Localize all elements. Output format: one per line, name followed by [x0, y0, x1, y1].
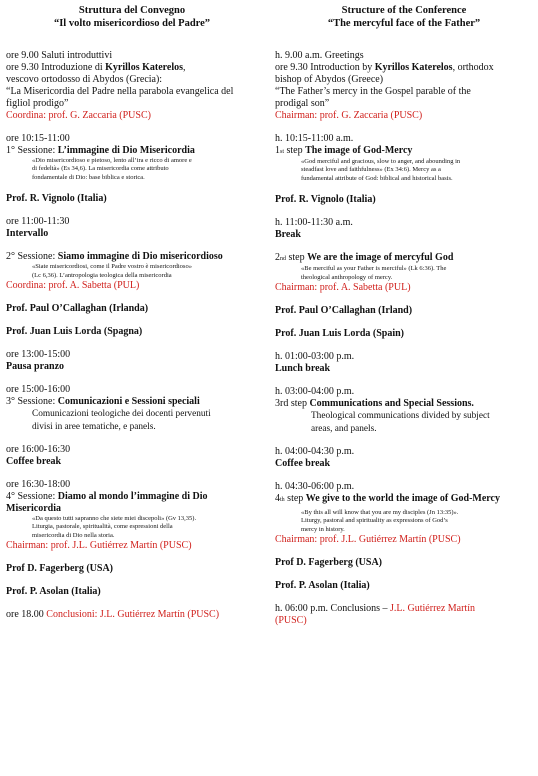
talk-title-cont: figliol prodigo”	[6, 98, 69, 109]
session-description: «Dio misericordioso e pietoso, lento all’ira e ricco di amore e di fedeltà» (Es 34,6). La misericordia come attributo fondamentale di Dio: base biblica e storica.	[32, 157, 192, 181]
chair-line: Coordina: prof. A. Sabetta (PUL)	[6, 280, 140, 292]
session-description: «Da questo tutti sapranno che siete miei discepoli» (Gv 13,35). Liturgia, pastorale, spiritualità, come espressioni della misericordia di Dio nella storia.	[32, 515, 197, 539]
break-label: Break	[275, 229, 301, 241]
lunch-time: ore 13:00-15:00	[6, 349, 71, 361]
session-description: «Be merciful as your Father is merciful» (Lk 6:36). The theological anthropology of mercy.	[301, 265, 447, 281]
coffee-time: h. 04:00-04:30 p.m.	[275, 446, 355, 458]
session-2-block	[6, 251, 258, 292]
speaker-role: vescovo ortodosso di Abydos (Grecia):	[6, 74, 163, 85]
opening-block	[275, 50, 533, 122]
session-title: 1° Sessione: L’immagine di Dio Misericordia	[6, 145, 195, 156]
talk-title-cont: prodigal son”	[275, 98, 330, 109]
speaker-lorda: Prof. Juan Luis Lorda (Spain)	[275, 328, 405, 340]
chair-line: Chairman: prof. A. Sabetta (PUL)	[275, 282, 411, 294]
coffee-label: Coffee break	[6, 456, 62, 468]
session-time: h. 04:30-06:00 p.m.	[275, 481, 355, 493]
session-4-block	[6, 479, 258, 552]
session-description: «Siate misericordiosi, come il Padre vostro è misericordioso» (Lc 6,36). L’antropologia teologica della misericordia	[32, 263, 192, 279]
session-3-block	[275, 386, 533, 435]
speaker-fagerberg: Prof D. Fagerberg (USA)	[6, 563, 114, 575]
talk-title: “La Misericordia del Padre nella parabola evangelica del	[6, 86, 234, 97]
speaker-ocallaghan: Prof. Paul O’Callaghan (Irland)	[275, 305, 413, 317]
session-description: Comunicazioni teologiche dei docenti pervenuti divisi in aree tematiche, e panels.	[32, 409, 211, 432]
session-2-block	[275, 252, 533, 294]
session-title: 3° Sessione: Comunicazioni e Sessioni speciali	[6, 396, 200, 408]
italian-heading: Struttura del Convegno	[78, 5, 186, 16]
closing-line-cont: (PUSC)	[275, 615, 307, 627]
speaker-ocallaghan: Prof. Paul O’Callaghan (Irlanda)	[6, 303, 149, 315]
lunch-label: Pausa pranzo	[6, 361, 65, 373]
session-1-block	[6, 133, 258, 182]
session-title: 2nd step We are the image of mercyful God	[275, 252, 454, 264]
session-title: 4° Sessione: Diamo al mondo l’immagine di Dio	[6, 491, 208, 503]
chair-line: Chairman: prof. G. Zaccaria (PUSC)	[275, 110, 423, 121]
coffee-time: ore 16:00-16:30	[6, 444, 71, 456]
lunch-block	[6, 349, 258, 373]
session-time: ore 10:15-11:00	[6, 133, 70, 144]
italian-conference-title: “Il volto misericordioso del Padre”	[53, 18, 211, 29]
speaker-name: Kyrillos Katerelos	[105, 62, 183, 73]
greetings-line: ore 9.00 Saluti introduttivi	[6, 50, 113, 61]
english-program-column	[275, 0, 533, 627]
closing-line: h. 06:00 p.m. Conclusions – J.L. Gutiérrez Martín	[275, 603, 475, 615]
opening-block	[6, 50, 258, 122]
closing-line: ore 18.00 Conclusioni: J.L. Gutiérrez Martín (PUSC)	[6, 609, 220, 621]
speaker-role: bishop of Abydos (Greece)	[275, 74, 384, 85]
speaker-vignolo: Prof. R. Vignolo (Italia)	[275, 194, 376, 206]
speaker-asolan: Prof. P. Asolan (Italia)	[275, 580, 370, 592]
lunch-block	[275, 351, 533, 375]
lunch-time: h. 01:00-03:00 p.m.	[275, 351, 355, 363]
talk-title: “The Father’s mercy in the Gospel parable of the	[275, 86, 471, 97]
session-time: h. 10:15-11:00 a.m.	[275, 133, 354, 144]
closing-block	[275, 603, 533, 627]
english-heading: Structure of the Conference	[341, 5, 467, 16]
chair-line: Chairman: prof. J.L. Gutiérrez Martín (PUSC)	[6, 540, 192, 552]
speaker-asolan: Prof. P. Asolan (Italia)	[6, 586, 101, 598]
session-time: ore 16:30-18:00	[6, 479, 71, 491]
session-description: «God merciful and gracious, slow to anger, and abounding in steadfast love and faithfulness» (Ex 34:6). Mercy as a fundamental attribute of God: biblical and historical basis.	[301, 158, 461, 182]
session-title: 4th step We give to the world the image of God-Mercy	[275, 493, 500, 505]
session-title: 2° Sessione: Siamo immagine di Dio misericordioso	[6, 251, 223, 263]
speaker-name: Kyrillos Katerelos	[374, 62, 453, 73]
break-time: h. 11:00-11:30 a.m.	[275, 217, 353, 229]
italian-program-column	[6, 0, 258, 621]
speaker-lorda: Prof. Juan Luis Lorda (Spagna)	[6, 326, 143, 338]
lunch-label: Lunch break	[275, 363, 331, 375]
session-title-cont: Misericordia	[6, 503, 61, 515]
speaker-fagerberg: Prof D. Fagerberg (USA)	[275, 557, 383, 569]
break-block	[6, 216, 258, 240]
speaker-vignolo: Prof. R. Vignolo (Italia)	[6, 193, 107, 205]
break-time: ore 11:00-11:30	[6, 216, 70, 228]
chair-line: Chairman: prof. J.L. Gutiérrez Martín (PUSC)	[275, 534, 461, 546]
session-title: 3rd step Communications and Special Sessions.	[275, 398, 474, 410]
session-3-block	[6, 384, 258, 433]
english-conference-title: “The mercyful face of the Father”	[327, 18, 481, 29]
session-time: h. 03:00-04:00 p.m.	[275, 386, 355, 398]
break-block	[275, 217, 533, 241]
session-description: «By this all will know that you are my disciples (Jn 13:35)». Liturgy, pastoral and spirituality as expressions of God’s mercy in history.	[301, 509, 459, 533]
break-label: Intervallo	[6, 228, 49, 240]
greetings-line: h. 9.00 a.m. Greetings	[275, 50, 364, 61]
introduction-line: ore 9.30 Introduction by Kyrillos Katerelos, orthodox	[275, 62, 494, 73]
coffee-block	[275, 446, 533, 470]
chair-line: Coordina: prof. G. Zaccaria (PUSC)	[6, 110, 151, 121]
introduction-line: ore 9.30 Introduzione di Kyrillos Katerelos,	[6, 62, 186, 73]
session-title: 1st step The image of God-Mercy	[275, 145, 413, 156]
session-time: ore 15:00-16:00	[6, 384, 71, 396]
coffee-label: Coffee break	[275, 458, 331, 470]
coffee-block	[6, 444, 258, 468]
session-1-block	[275, 133, 533, 183]
session-description: Theological communications divided by subject areas, and panels.	[311, 411, 490, 434]
session-4-block	[275, 481, 533, 546]
